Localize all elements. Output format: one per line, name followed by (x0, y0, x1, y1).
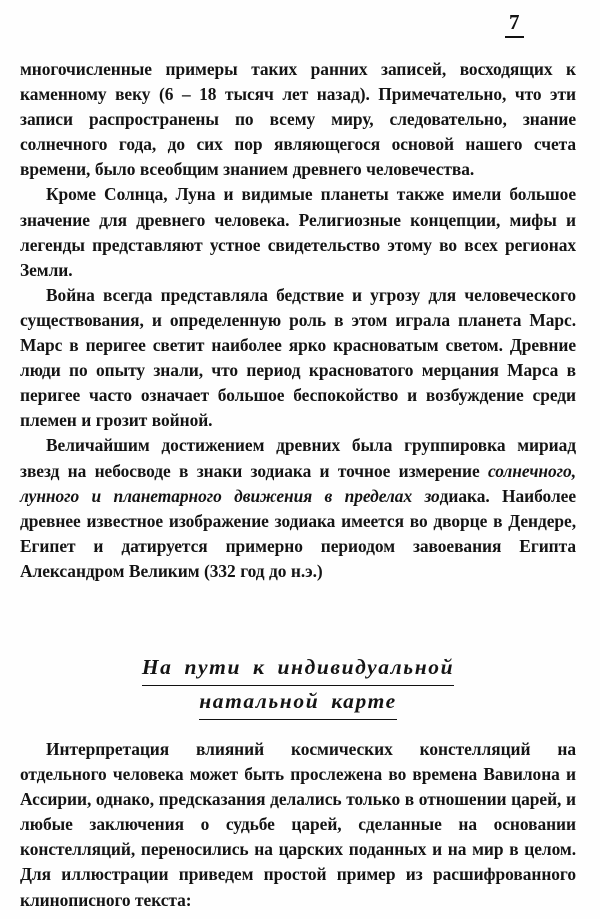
section-heading-line-1-wrap (20, 652, 576, 686)
section-heading-line-2: натальной карте (199, 686, 397, 720)
paragraph-2: Кроме Солнца, Луна и видимые планеты также имели большое значение для древнего человека. Религиозные концепции, мифы и легенды представляют устное свидетельство этому во всех регионах Земли. (20, 184, 576, 280)
paragraph-1: многочисленные примеры таких ранних записей, восходящих к каменному веку (6 – 18 тысяч лет назад). Примечательно, что эти записи распространены по всему миру, следовательно, знание солнечного года, до сих пор являющегося основой нашего счета времени, было всеобщим знанием древнего человечества. (20, 59, 576, 180)
body-text-block (20, 57, 576, 584)
paragraph-4 (20, 433, 576, 584)
page-number: 7 (505, 12, 524, 38)
paragraph-4-segment-3: диака. Наиболее древнее известное изображение зодиака имеется во дворце в Дендере, Египет и датируется примерно периодом завоевания Египта Александром Великим (332 год до н.э.) (20, 485, 576, 581)
paragraph-4-segment-1: Величайшим достижением древних была группировка мириад звезд на небосводе в знаки зодиака и точное измерение (20, 435, 576, 481)
section-heading (20, 652, 576, 720)
paragraph-4-segment-2-italic: солнечного, лунного и планетарного движения в пределах зо (20, 460, 576, 506)
paragraph-3: Война всегда представляла бедствие и угрозу для человеческого существования, и определенную роль в этом играла планета Марс. Марс в перигее светит наиболее ярко красноватым светом. Древние люди по опыту знали, что период красноватого мерцания Марса в перигее часто означает большое беспокойство и возбуждение среди племен и грозит войной. (20, 284, 576, 431)
section-heading-line-2-wrap (20, 686, 576, 720)
page-number-container (505, 12, 524, 38)
closing-text-block (20, 737, 576, 913)
paragraph-5: Интерпретация влияний космических констелляций на отдельного человека может быть прослежена во времена Вавилона и Ассирии, однако, предсказания делались только в отношении царей, и любые заключения о судьбе царей, сделанные на основании констелляций, переносились на царских поданных и на мир в целом. Для иллюстрации приведем простой пример из расшифрованного клинописного текста: (20, 739, 576, 910)
section-heading-line-1: На пути к индивидуальной (142, 652, 454, 686)
